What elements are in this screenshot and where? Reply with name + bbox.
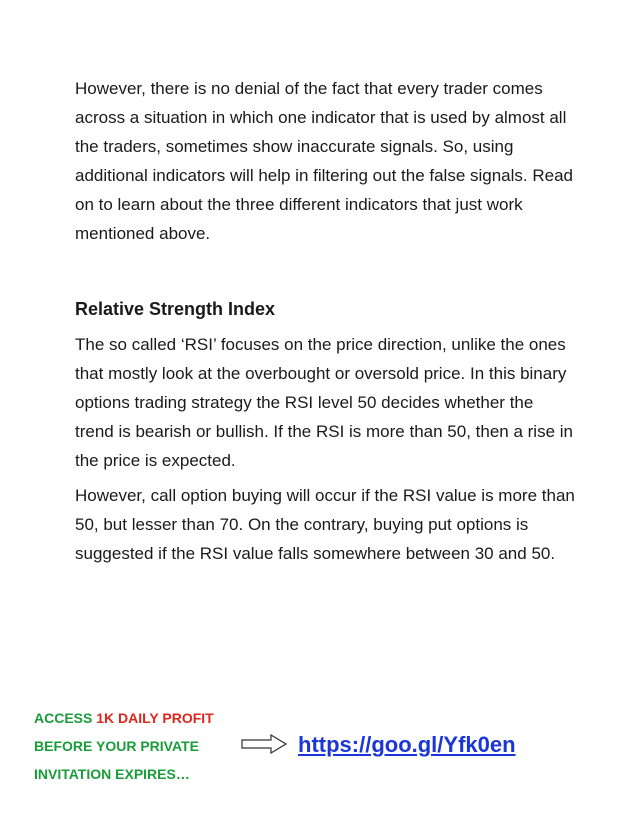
cta-line-3: INVITATION EXPIRES… [34, 766, 190, 782]
cta-line-1 [34, 704, 214, 732]
rsi-paragraph-1: The so called ‘RSI’ focuses on the price direction, unlike the ones that mostly look at the overbought or oversold price. In this binary options trading strategy the RSI level 50 decides whether the trend is bearish or bullish. If the RSI is more than 50, then a rise in the price is expected. [75, 335, 573, 470]
right-arrow-icon [241, 734, 287, 754]
rsi-paragraph-2: However, call option buying will occur if the RSI value is more than 50, but lesser than 70. On the contrary, buying put options is suggested if the RSI value falls somewhere between 30 and 50. [75, 486, 575, 563]
cta-highlight: 1K DAILY PROFIT [96, 710, 214, 726]
cta-prefix: ACCESS [34, 710, 97, 726]
cta-text [34, 704, 214, 788]
document-body [75, 74, 575, 568]
promo-link[interactable]: https://goo.gl/Yfk0en [298, 732, 516, 757]
cta-line-2: BEFORE YOUR PRIVATE [34, 738, 199, 754]
intro-paragraph: However, there is no denial of the fact that every trader comes across a situation in which one indicator that is used by almost all the traders, sometimes show inaccurate signals. So, using additional indicators will help in filtering out the false signals. Read on to learn about the three different indicators that just work mentioned above. [75, 79, 574, 243]
promo-footer [34, 704, 614, 794]
section-heading: Relative Strength Index [75, 299, 276, 319]
